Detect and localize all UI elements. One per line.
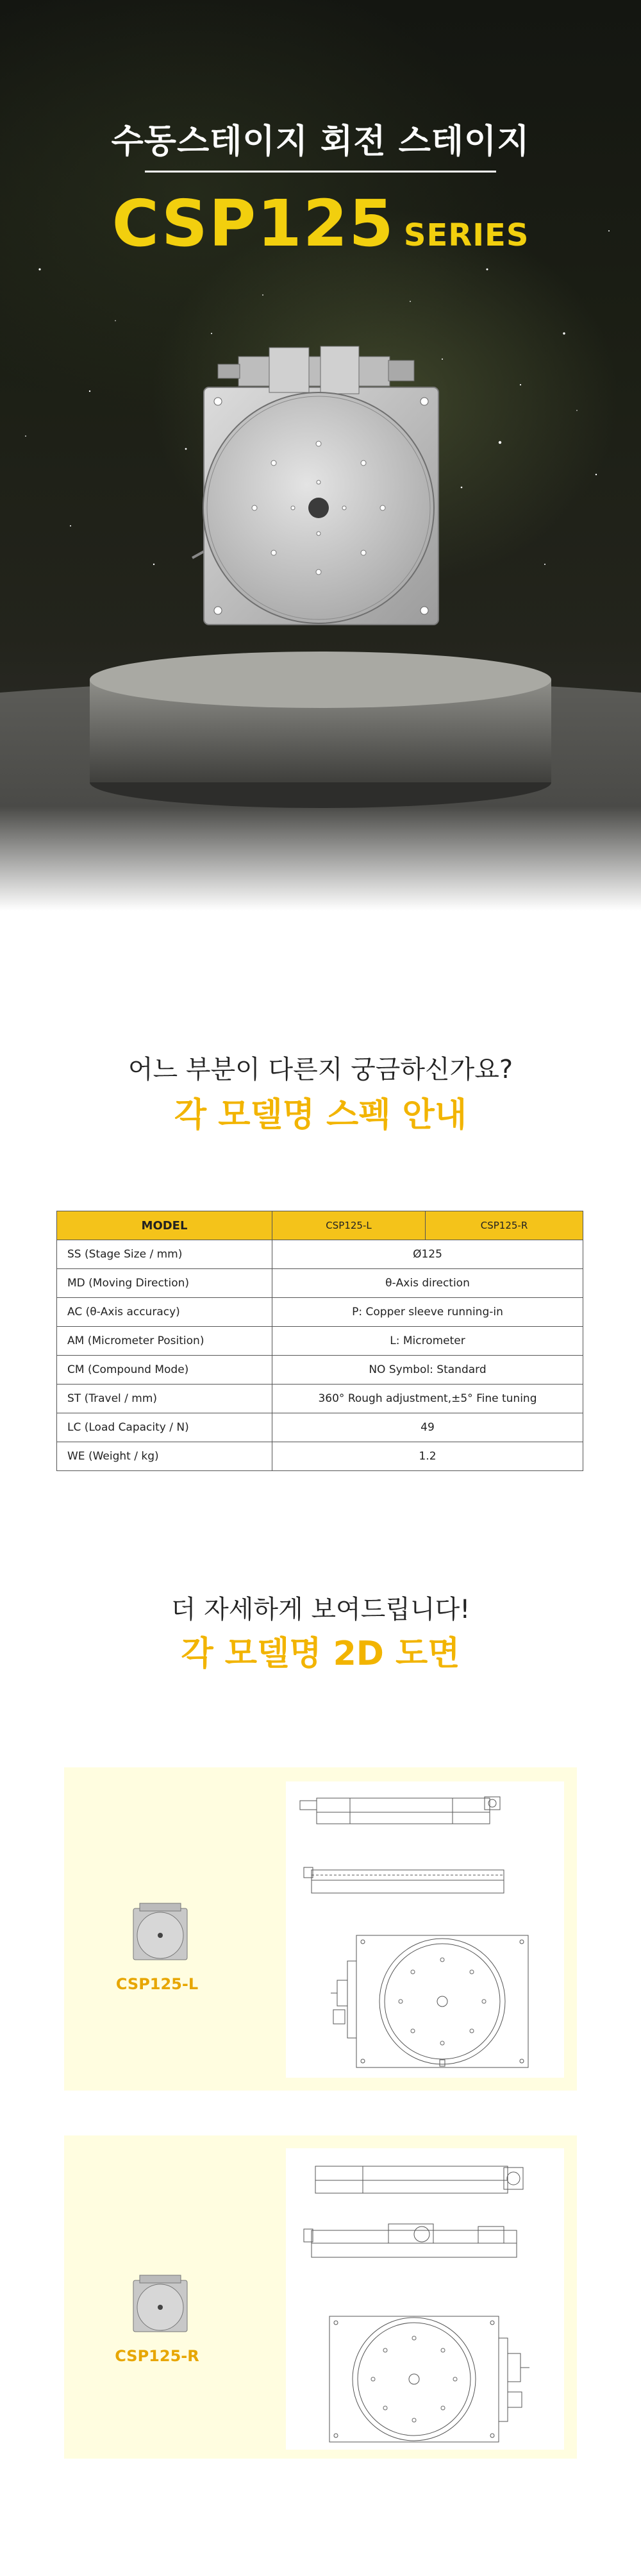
hero-banner [0, 0, 641, 911]
drawing-section-title: 각 모델명 2D 도면 [181, 1635, 460, 1673]
spec-section-title: 각 모델명 스펙 안내 [174, 1096, 467, 1134]
hero-model-main: CSP125 [112, 186, 395, 261]
row-value: L: Micrometer [272, 1327, 583, 1356]
drawing-section-subtitle: 더 자세하게 보여드립니다! [171, 1595, 470, 1624]
table-row [57, 1298, 583, 1327]
row-label: AM (Micrometer Position) [57, 1327, 272, 1356]
drawing-sheet-csp125-r [286, 2148, 564, 2450]
drawing-caption: CSP125-L [115, 1975, 199, 1993]
row-value: 49 [272, 1413, 583, 1442]
rotation-stage-render [0, 333, 641, 911]
row-label: LC (Load Capacity / N) [57, 1413, 272, 1442]
hero-model-name [0, 186, 641, 261]
technical-drawing-csp125-l [286, 1781, 564, 2078]
row-value: 360° Rough adjustment,±5° Fine tuning [272, 1385, 583, 1413]
header-csp125-r: CSP125-R [426, 1211, 583, 1240]
technical-drawing-csp125-r [286, 2148, 564, 2450]
row-label: SS (Stage Size / mm) [57, 1240, 272, 1269]
csp125-r-thumbnail [128, 2274, 192, 2333]
drawing-panel-csp125-l [64, 1767, 577, 2091]
csp125-l-thumbnail [128, 1902, 192, 1961]
table-row [57, 1413, 583, 1442]
header-csp125-l: CSP125-L [272, 1211, 426, 1240]
spec-table [56, 1211, 583, 1471]
table-row [57, 1240, 583, 1269]
table-row [57, 1442, 583, 1471]
hero-model-series: SERIES [403, 217, 529, 253]
row-value: NO Symbol: Standard [272, 1356, 583, 1385]
table-row [57, 1327, 583, 1356]
row-label: AC (θ-Axis accuracy) [57, 1298, 272, 1327]
row-label: CM (Compound Mode) [57, 1356, 272, 1385]
header-model: MODEL [57, 1211, 272, 1240]
spec-section-subtitle: 어느 부분이 다른지 궁금하신가요? [128, 1055, 513, 1084]
row-value: P: Copper sleeve running-in [272, 1298, 583, 1327]
row-value: θ-Axis direction [272, 1269, 583, 1298]
drawing-panel-csp125-r [64, 2135, 577, 2459]
drawing-caption: CSP125-R [115, 2347, 199, 2365]
hero-title: 수동스테이지 회전 스테이지 [111, 122, 530, 161]
table-row [57, 1385, 583, 1413]
row-label: ST (Travel / mm) [57, 1385, 272, 1413]
row-value: 1.2 [272, 1442, 583, 1471]
drawing-sheet-csp125-l [286, 1781, 564, 2078]
row-value: Ø125 [272, 1240, 583, 1269]
table-row [57, 1269, 583, 1298]
row-label: WE (Weight / kg) [57, 1442, 272, 1471]
hero-divider [145, 171, 496, 173]
spec-table-header [57, 1211, 583, 1240]
row-label: MD (Moving Direction) [57, 1269, 272, 1298]
table-row [57, 1356, 583, 1385]
